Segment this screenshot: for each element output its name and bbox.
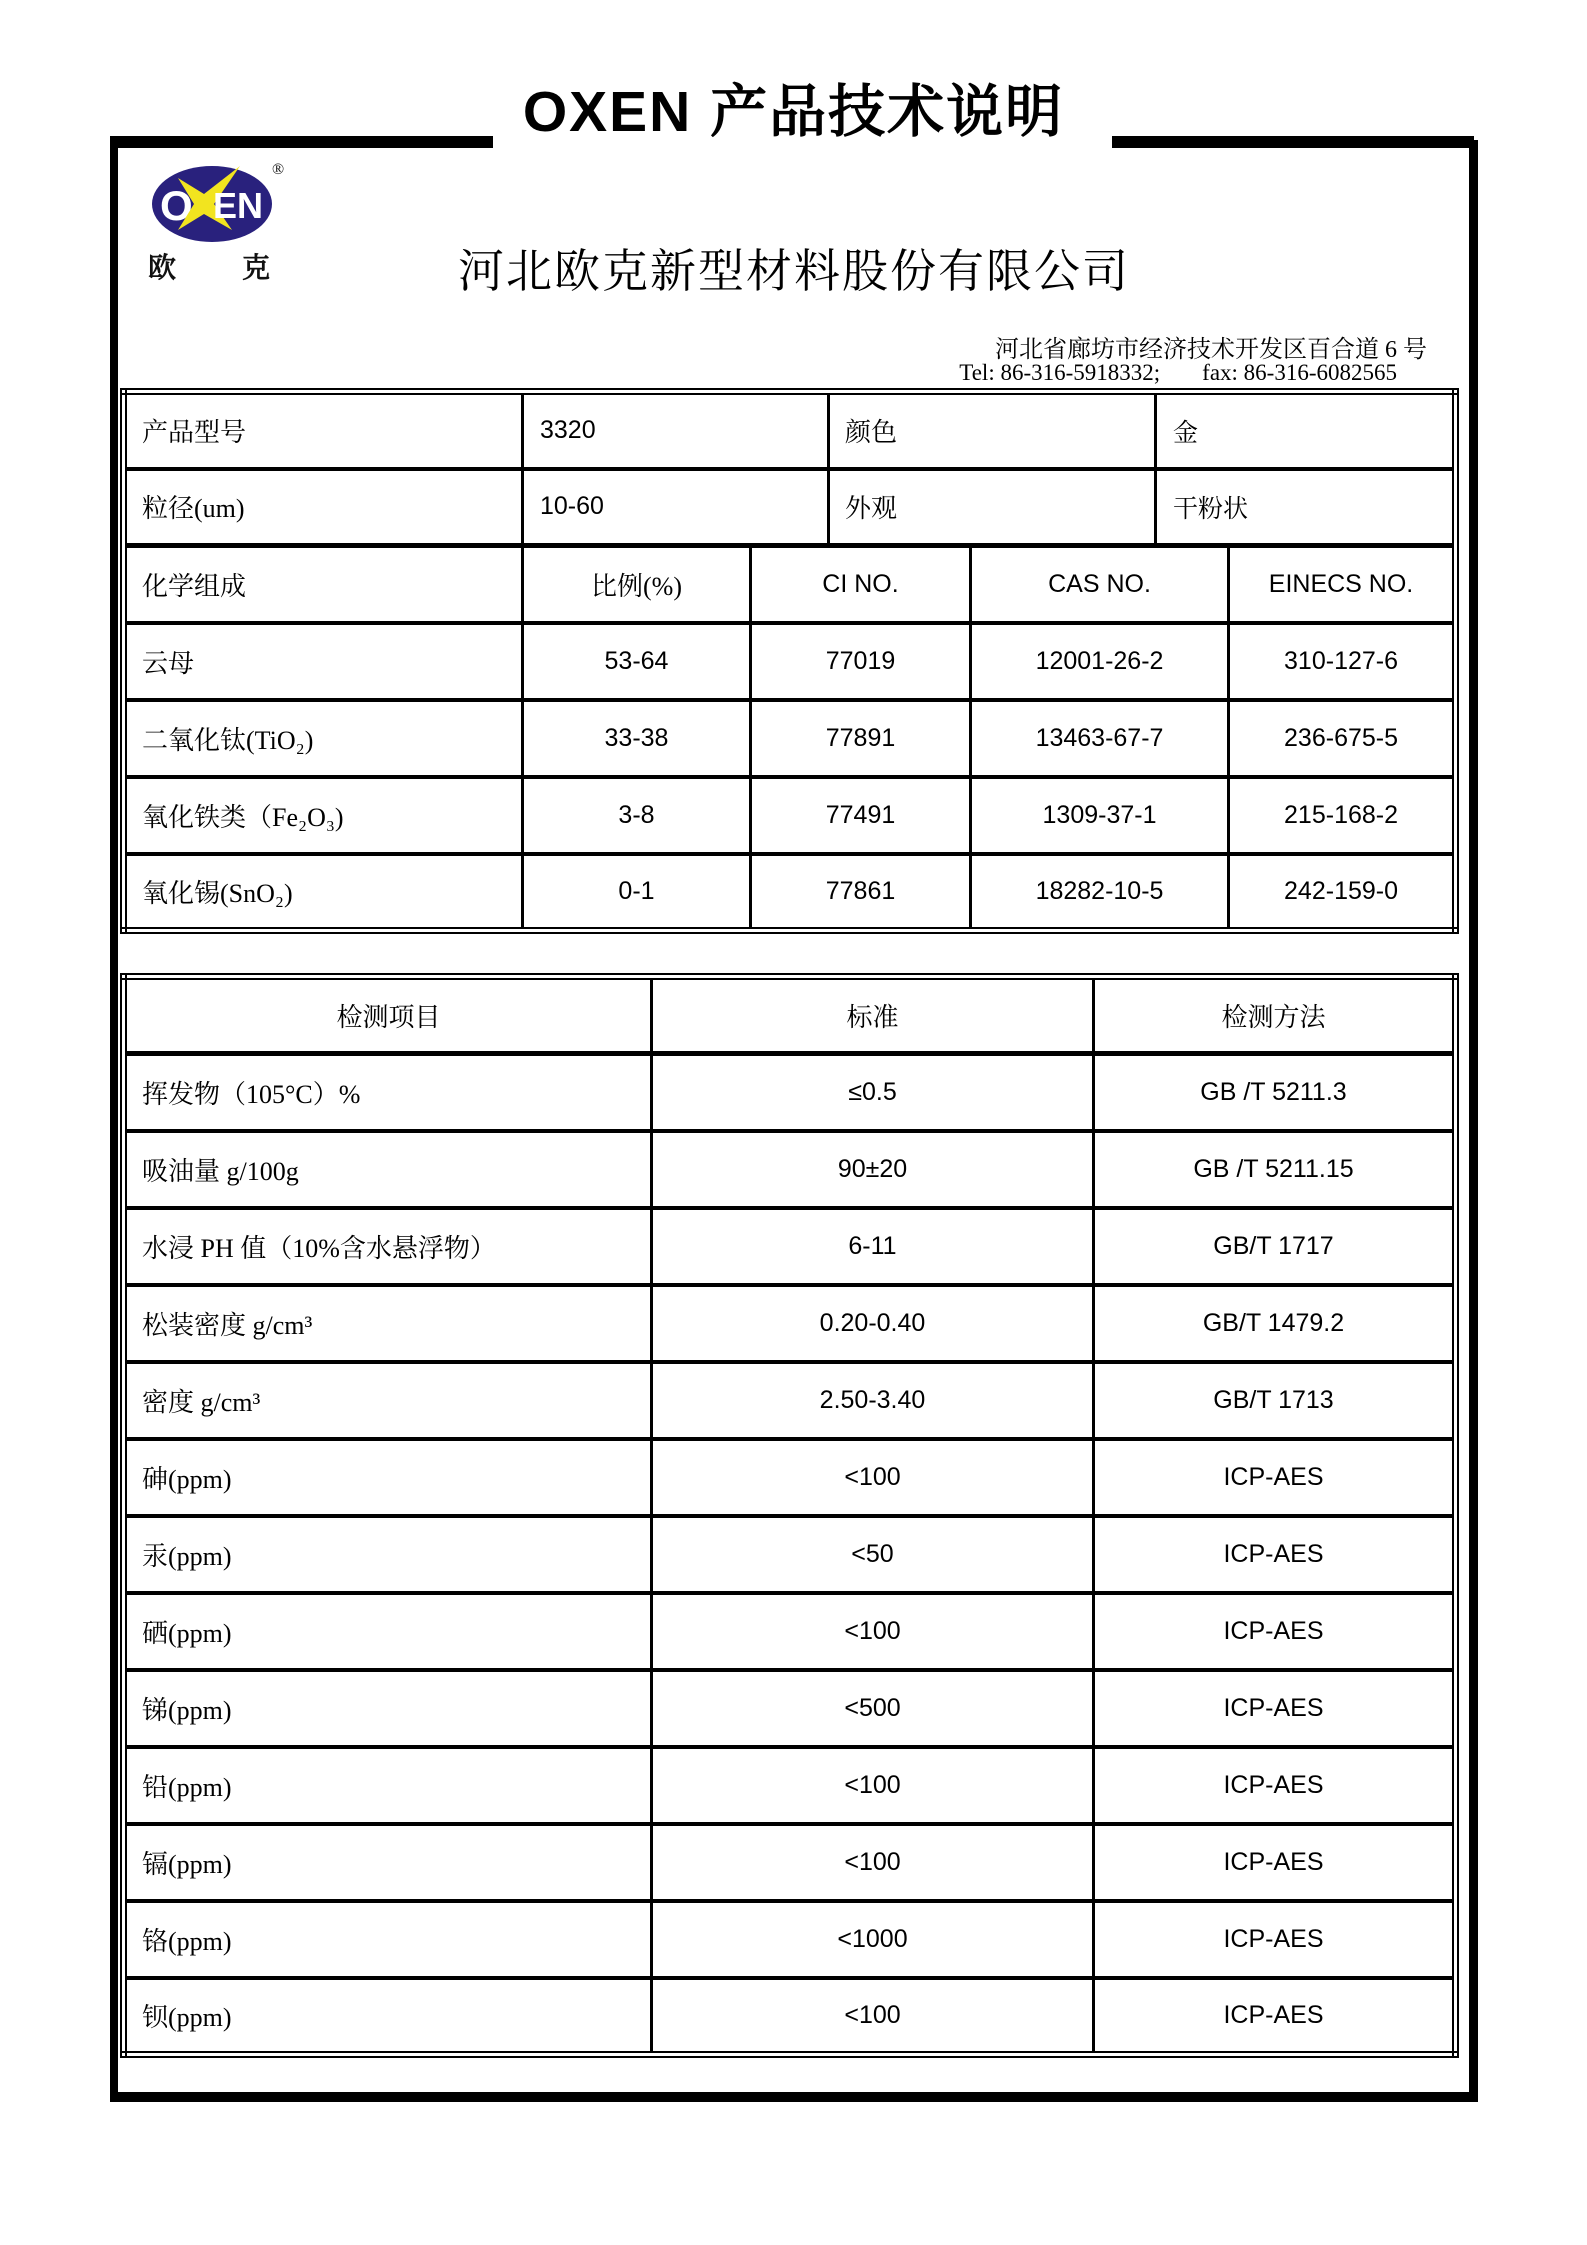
test-row (124, 1054, 1456, 1131)
test-standard: 90±20 (652, 1131, 1094, 1208)
substance-name: 氧化铁类（Fe₂O₃) (124, 777, 523, 854)
test-items-table (120, 973, 1459, 2058)
test-method: ICP-AES (1094, 1593, 1456, 1670)
test-method: ICP-AES (1094, 1747, 1456, 1824)
substance-einecs: 242-159-0 (1229, 854, 1456, 931)
appearance-value: 干粉状 (1156, 469, 1456, 546)
test-method: GB/T 1717 (1094, 1208, 1456, 1285)
test-row (124, 1593, 1456, 1670)
test-header-row (124, 977, 1456, 1054)
substance-ratio: 0-1 (523, 854, 751, 931)
appearance-label: 外观 (829, 469, 1156, 546)
composition-row (124, 623, 1456, 700)
test-item: 钡(ppm) (124, 1978, 652, 2055)
test-standard: <100 (652, 1439, 1094, 1516)
product-spec-table (120, 388, 1459, 934)
test-standard: <100 (652, 1824, 1094, 1901)
test-row (124, 1824, 1456, 1901)
test-row (124, 1978, 1456, 2055)
table-row (124, 392, 1456, 469)
company-address: 河北省廊坊市经济技术开发区百合道 6 号 (995, 337, 1427, 363)
color-value: 金 (1156, 392, 1456, 469)
substance-cas: 12001-26-2 (971, 623, 1229, 700)
test-method: ICP-AES (1094, 1439, 1456, 1516)
substance-ci: 77019 (751, 623, 971, 700)
test-row (124, 1362, 1456, 1439)
logo-letters-en: EN (213, 185, 264, 226)
composition-row (124, 854, 1456, 931)
registered-mark-icon: ® (272, 161, 285, 178)
cas-no-header-cell: CAS NO. (971, 546, 1229, 623)
test-item: 吸油量 g/100g (124, 1131, 652, 1208)
test-item: 汞(ppm) (124, 1516, 652, 1593)
substance-ratio: 53-64 (523, 623, 751, 700)
composition-header-cell: 化学组成 (124, 546, 523, 623)
test-standard: <100 (652, 1747, 1094, 1824)
test-row (124, 1747, 1456, 1824)
logo-caption-left: 欧 (148, 252, 177, 283)
substance-ci: 77491 (751, 777, 971, 854)
test-method: ICP-AES (1094, 1824, 1456, 1901)
test-method: GB/T 1479.2 (1094, 1285, 1456, 1362)
test-row (124, 1285, 1456, 1362)
particle-size-value: 10-60 (523, 469, 829, 546)
test-row (124, 1516, 1456, 1593)
method-header: 检测方法 (1094, 977, 1456, 1054)
composition-row (124, 700, 1456, 777)
substance-name: 云母 (124, 623, 523, 700)
test-method: ICP-AES (1094, 1901, 1456, 1978)
test-item: 水浸 PH 值（10%含水悬浮物） (124, 1208, 652, 1285)
test-method: ICP-AES (1094, 1516, 1456, 1593)
ci-no-header-cell: CI NO. (751, 546, 971, 623)
test-row (124, 1131, 1456, 1208)
company-tel: Tel: 86-316-5918332; (959, 360, 1161, 385)
product-model-value: 3320 (523, 392, 829, 469)
page-title: OXEN 产品技术说明 (522, 80, 1065, 144)
substance-ci: 77861 (751, 854, 971, 931)
test-standard: <100 (652, 1978, 1094, 2055)
ratio-header-cell: 比例(%) (523, 546, 751, 623)
test-method: ICP-AES (1094, 1978, 1456, 2055)
substance-einecs: 310-127-6 (1229, 623, 1456, 700)
test-row (124, 1901, 1456, 1978)
test-method: GB/T 1713 (1094, 1362, 1456, 1439)
table-row (124, 469, 1456, 546)
test-row (124, 1208, 1456, 1285)
test-item: 密度 g/cm³ (124, 1362, 652, 1439)
test-row (124, 1670, 1456, 1747)
test-standard: <50 (652, 1516, 1094, 1593)
substance-name: 二氧化钛(TiO₂) (124, 700, 523, 777)
substance-einecs: 215-168-2 (1229, 777, 1456, 854)
company-name: 河北欧克新型材料股份有限公司 (458, 246, 1130, 297)
test-method: GB /T 5211.15 (1094, 1131, 1456, 1208)
company-fax: fax: 86-316-6082565 (1202, 360, 1397, 385)
substance-cas: 1309-37-1 (971, 777, 1229, 854)
test-standard: <100 (652, 1593, 1094, 1670)
test-item: 铅(ppm) (124, 1747, 652, 1824)
test-item: 松装密度 g/cm³ (124, 1285, 652, 1362)
test-item: 镉(ppm) (124, 1824, 652, 1901)
substance-name: 氧化锡(SnO₂) (124, 854, 523, 931)
substance-cas: 18282-10-5 (971, 854, 1229, 931)
substance-ci: 77891 (751, 700, 971, 777)
test-method: GB /T 5211.3 (1094, 1054, 1456, 1131)
substance-ratio: 3-8 (523, 777, 751, 854)
test-item: 铬(ppm) (124, 1901, 652, 1978)
color-label: 颜色 (829, 392, 1156, 469)
substance-cas: 13463-67-7 (971, 700, 1229, 777)
test-item: 锑(ppm) (124, 1670, 652, 1747)
test-item: 砷(ppm) (124, 1439, 652, 1516)
test-item: 硒(ppm) (124, 1593, 652, 1670)
test-standard: 0.20-0.40 (652, 1285, 1094, 1362)
test-standard: <1000 (652, 1901, 1094, 1978)
logo-letter-o: O (160, 182, 193, 229)
product-model-label: 产品型号 (124, 392, 523, 469)
einecs-no-header-cell: EINECS NO. (1229, 546, 1456, 623)
test-standard: ≤0.5 (652, 1054, 1094, 1131)
test-row (124, 1439, 1456, 1516)
particle-size-label: 粒径(um) (124, 469, 523, 546)
test-standard: 6-11 (652, 1208, 1094, 1285)
test-standard: <500 (652, 1670, 1094, 1747)
test-item: 挥发物（105°C）% (124, 1054, 652, 1131)
substance-ratio: 33-38 (523, 700, 751, 777)
substance-einecs: 236-675-5 (1229, 700, 1456, 777)
test-item-header: 检测项目 (124, 977, 652, 1054)
test-method: ICP-AES (1094, 1670, 1456, 1747)
logo-caption-right: 克 (241, 252, 270, 283)
test-standard: 2.50-3.40 (652, 1362, 1094, 1439)
composition-row (124, 777, 1456, 854)
company-telfax (959, 360, 1397, 386)
standard-header: 标准 (652, 977, 1094, 1054)
composition-header-row (124, 546, 1456, 623)
